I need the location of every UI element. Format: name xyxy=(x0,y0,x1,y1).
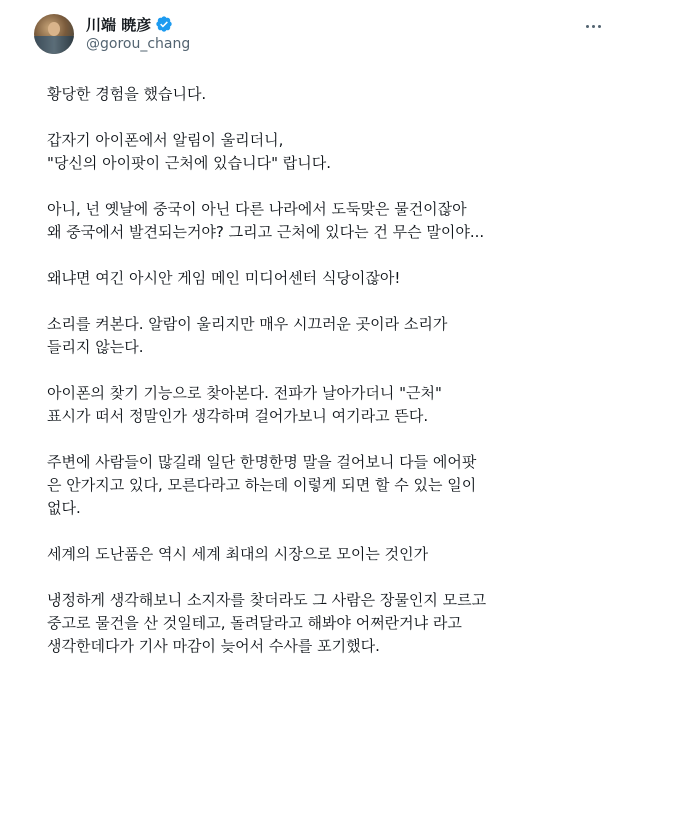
tweet-line: 냉정하게 생각해보니 소지자를 찾더라도 그 사람은 장물인지 모르고 xyxy=(47,591,487,609)
tweet-line: 표시가 떠서 정말인가 생각하며 걸어가보니 여기라고 뜬다. xyxy=(47,407,429,425)
tweet-paragraph xyxy=(47,313,667,359)
tweet-paragraph xyxy=(47,589,667,658)
tweet-paragraph xyxy=(47,198,667,244)
tweet-line: 은 안가지고 있다, 모른다라고 하는데 이렇게 되면 할 수 있는 일이 xyxy=(47,476,477,494)
tweet-header xyxy=(0,0,695,62)
dot xyxy=(592,25,595,28)
tweet-line: 왜냐면 여긴 아시안 게임 메인 미디어센터 식당이잖아! xyxy=(47,269,401,287)
tweet-paragraph xyxy=(47,543,667,566)
author-handle[interactable]: @gorou_chang xyxy=(86,36,191,52)
avatar-face xyxy=(48,22,60,36)
dot xyxy=(598,25,601,28)
tweet-line: 없다. xyxy=(47,499,81,517)
tweet-line: 황당한 경험을 했습니다. xyxy=(47,85,207,103)
more-options-icon[interactable] xyxy=(579,16,607,36)
dot xyxy=(586,25,589,28)
tweet-line: 갑자기 아이폰에서 알림이 울리더니, xyxy=(47,131,284,149)
tweet-paragraph xyxy=(47,83,667,106)
tweet-line: 들리지 않는다. xyxy=(47,338,144,356)
tweet-line: "당신의 아이팟이 근처에 있습니다" 랍니다. xyxy=(47,154,331,172)
tweet-line: 소리를 켜본다. 알람이 울리지만 매우 시끄러운 곳이라 소리가 xyxy=(47,315,448,333)
tweet-line: 생각한데다가 기사 마감이 늦어서 수사를 포기했다. xyxy=(47,637,380,655)
tweet-line: 세계의 도난품은 역시 세계 최대의 시장으로 모이는 것인가 xyxy=(47,545,429,563)
tweet-line: 중고로 물건을 산 것일테고, 돌려달라고 해봐야 어쩌란거냐 라고 xyxy=(47,614,462,632)
avatar-background xyxy=(34,36,74,54)
author-info xyxy=(86,14,190,52)
tweet-line: 왜 중국에서 발견되는거야? 그리고 근처에 있다는 건 무슨 말이야... xyxy=(47,223,485,241)
display-name-row xyxy=(86,14,190,34)
tweet-line: 아니, 넌 옛날에 중국이 아닌 다른 나라에서 도둑맞은 물건이잖아 xyxy=(47,200,467,218)
tweet-paragraph xyxy=(47,129,667,175)
tweet-text xyxy=(47,83,667,681)
author-avatar[interactable] xyxy=(34,14,74,54)
verified-badge-icon xyxy=(155,15,173,33)
tweet-line: 주변에 사람들이 많길래 일단 한명한명 말을 걸어보니 다들 에어팟 xyxy=(47,453,477,471)
tweet-paragraph xyxy=(47,267,667,290)
tweet-line: 아이폰의 찾기 기능으로 찾아본다. 전파가 날아가더니 "근처" xyxy=(47,384,442,402)
author-display-name[interactable]: 川端 暁彦 xyxy=(86,15,152,34)
tweet-paragraph xyxy=(47,382,667,428)
tweet-paragraph xyxy=(47,451,667,520)
